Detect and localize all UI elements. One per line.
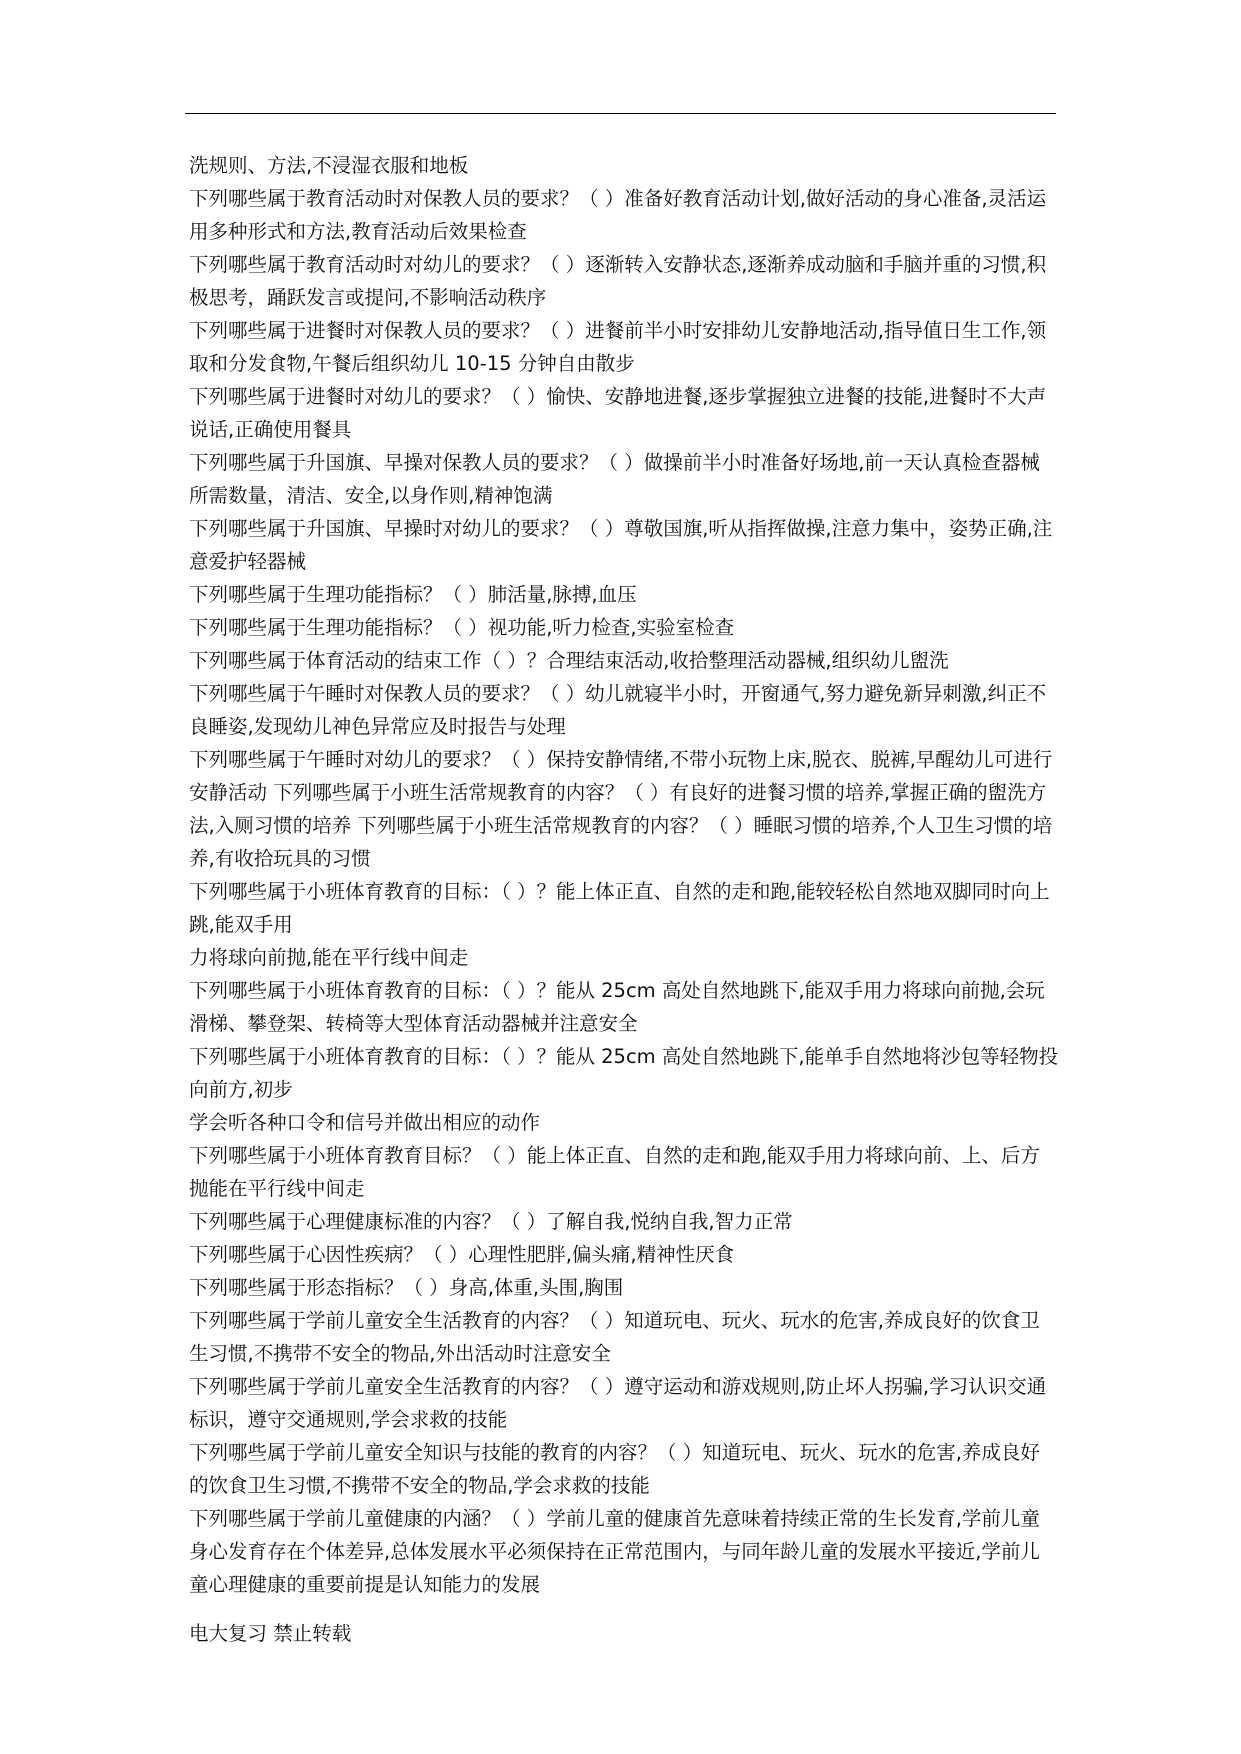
question-paragraph: 下列哪些属于体育活动的结束工作（ ）？合理结束活动,收拾整理活动器械,组织幼儿盥洗 bbox=[189, 649, 949, 672]
question-paragraph: 下列哪些属于进餐时对幼儿的要求？（ ）愉快、安静地进餐,逐步掌握独立进餐的技能,进餐时不大声说话,正确使用餐具 bbox=[189, 385, 1047, 441]
question-paragraph: 学会听各种口令和信号并做出相应的动作 bbox=[189, 1111, 541, 1134]
question-paragraph: 下列哪些属于升国旗、早操时对幼儿的要求？（ ）尊敬国旗,听从指挥做操,注意力集中，姿势正确,注意爱护轻器械 bbox=[189, 517, 1053, 573]
header-rule bbox=[185, 113, 1056, 114]
document-body bbox=[189, 149, 1059, 1601]
question-paragraph: 洗规则、方法,不浸湿衣服和地板 bbox=[189, 154, 469, 177]
question-paragraph: 下列哪些属于学前儿童安全生活教育的内容？（ ）知道玩电、玩火、玩水的危害,养成良好的饮食卫生习惯,不携带不安全的物品,外出活动时注意安全 bbox=[189, 1309, 1040, 1365]
question-paragraph: 下列哪些属于心理健康标准的内容？（ ）了解自我,悦纳自我,智力正常 bbox=[189, 1210, 793, 1233]
question-paragraph: 下列哪些属于午睡时对幼儿的要求？（ ）保持安静情绪,不带小玩物上床,脱衣、脱裤,早醒幼儿可进行安静活动 下列哪些属于小班生活常规教育的内容？（ ）有良好的进餐习惯的培养,掌握正确的盥洗方法,入厕习惯的培养 下列哪些属于小班生活常规教育的内容？（ ）睡眠习惯的培养,个人卫生习惯的培养,有收拾玩具的习惯 bbox=[189, 748, 1053, 870]
question-paragraph: 下列哪些属于学前儿童健康的内涵？（ ）学前儿童的健康首先意味着持续正常的生长发育,学前儿童身心发育存在个体差异,总体发展水平必须保持在正常范围内，与同年龄儿童的发展水平接近,学前儿童心理健康的重要前提是认知能力的发展 bbox=[189, 1507, 1040, 1596]
question-paragraph: 下列哪些属于教育活动时对幼儿的要求？（ ）逐渐转入安静状态,逐渐养成动脑和手脑并重的习惯,积极思考，踊跃发言或提问,不影响活动秩序 bbox=[189, 253, 1047, 309]
question-paragraph: 下列哪些属于心因性疾病？（ ）心理性肥胖,偏头痛,精神性厌食 bbox=[189, 1243, 735, 1266]
question-paragraph: 下列哪些属于形态指标？（ ）身高,体重,头围,胸围 bbox=[189, 1276, 624, 1299]
question-paragraph: 下列哪些属于生理功能指标？（ ）视功能,听力检查,实验室检查 bbox=[189, 616, 735, 639]
question-paragraph: 下列哪些属于进餐时对保教人员的要求？（ ）进餐前半小时安排幼儿安静地活动,指导值日生工作,领取和分发食物,午餐后组织幼儿 10-15 分钟自由散步 bbox=[189, 319, 1047, 375]
question-paragraph: 下列哪些属于学前儿童安全生活教育的内容？（ ）遵守运动和游戏规则,防止坏人拐骗,学习认识交通标识，遵守交通规则,学会求救的技能 bbox=[189, 1375, 1047, 1431]
question-paragraph: 下列哪些属于生理功能指标？（ ）肺活量,脉搏,血压 bbox=[189, 583, 637, 606]
question-paragraph: 下列哪些属于小班体育教育的目标：（ ）？能上体正直、自然的走和跑,能较轻松自然地双脚同时向上跳,能双手用 bbox=[189, 880, 1050, 936]
question-paragraph: 下列哪些属于小班体育教育的目标：（ ）？能从 25cm 高处自然地跳下,能双手用力将球向前抛,会玩滑梯、攀登架、转椅等大型体育活动器械并注意安全 bbox=[189, 979, 1045, 1035]
question-paragraph: 下列哪些属于小班体育教育的目标：（ ）？能从 25cm 高处自然地跳下,能单手自然地将沙包等轻物投向前方,初步 bbox=[189, 1045, 1059, 1101]
page-footer: 电大复习 禁止转载 bbox=[189, 1622, 352, 1645]
question-paragraph: 下列哪些属于午睡时对保教人员的要求？（ ）幼儿就寝半小时，开窗通气,努力避免新异刺激,纠正不良睡姿,发现幼儿神色异常应及时报告与处理 bbox=[189, 682, 1047, 738]
question-paragraph: 力将球向前抛,能在平行线中间走 bbox=[189, 946, 469, 969]
question-paragraph: 下列哪些属于升国旗、早操对保教人员的要求？（ ）做操前半小时准备好场地,前一天认真检查器械所需数量，清洁、安全,以身作则,精神饱满 bbox=[189, 451, 1040, 507]
question-paragraph: 下列哪些属于教育活动时对保教人员的要求？（ ）准备好教育活动计划,做好活动的身心准备,灵活运用多种形式和方法,教育活动后效果检查 bbox=[189, 187, 1047, 243]
question-paragraph: 下列哪些属于小班体育教育目标？（ ）能上体正直、自然的走和跑,能双手用力将球向前、上、后方抛能在平行线中间走 bbox=[189, 1144, 1040, 1200]
question-paragraph: 下列哪些属于学前儿童安全知识与技能的教育的内容？（ ）知道玩电、玩火、玩水的危害,养成良好的饮食卫生习惯,不携带不安全的物品,学会求救的技能 bbox=[189, 1441, 1040, 1497]
